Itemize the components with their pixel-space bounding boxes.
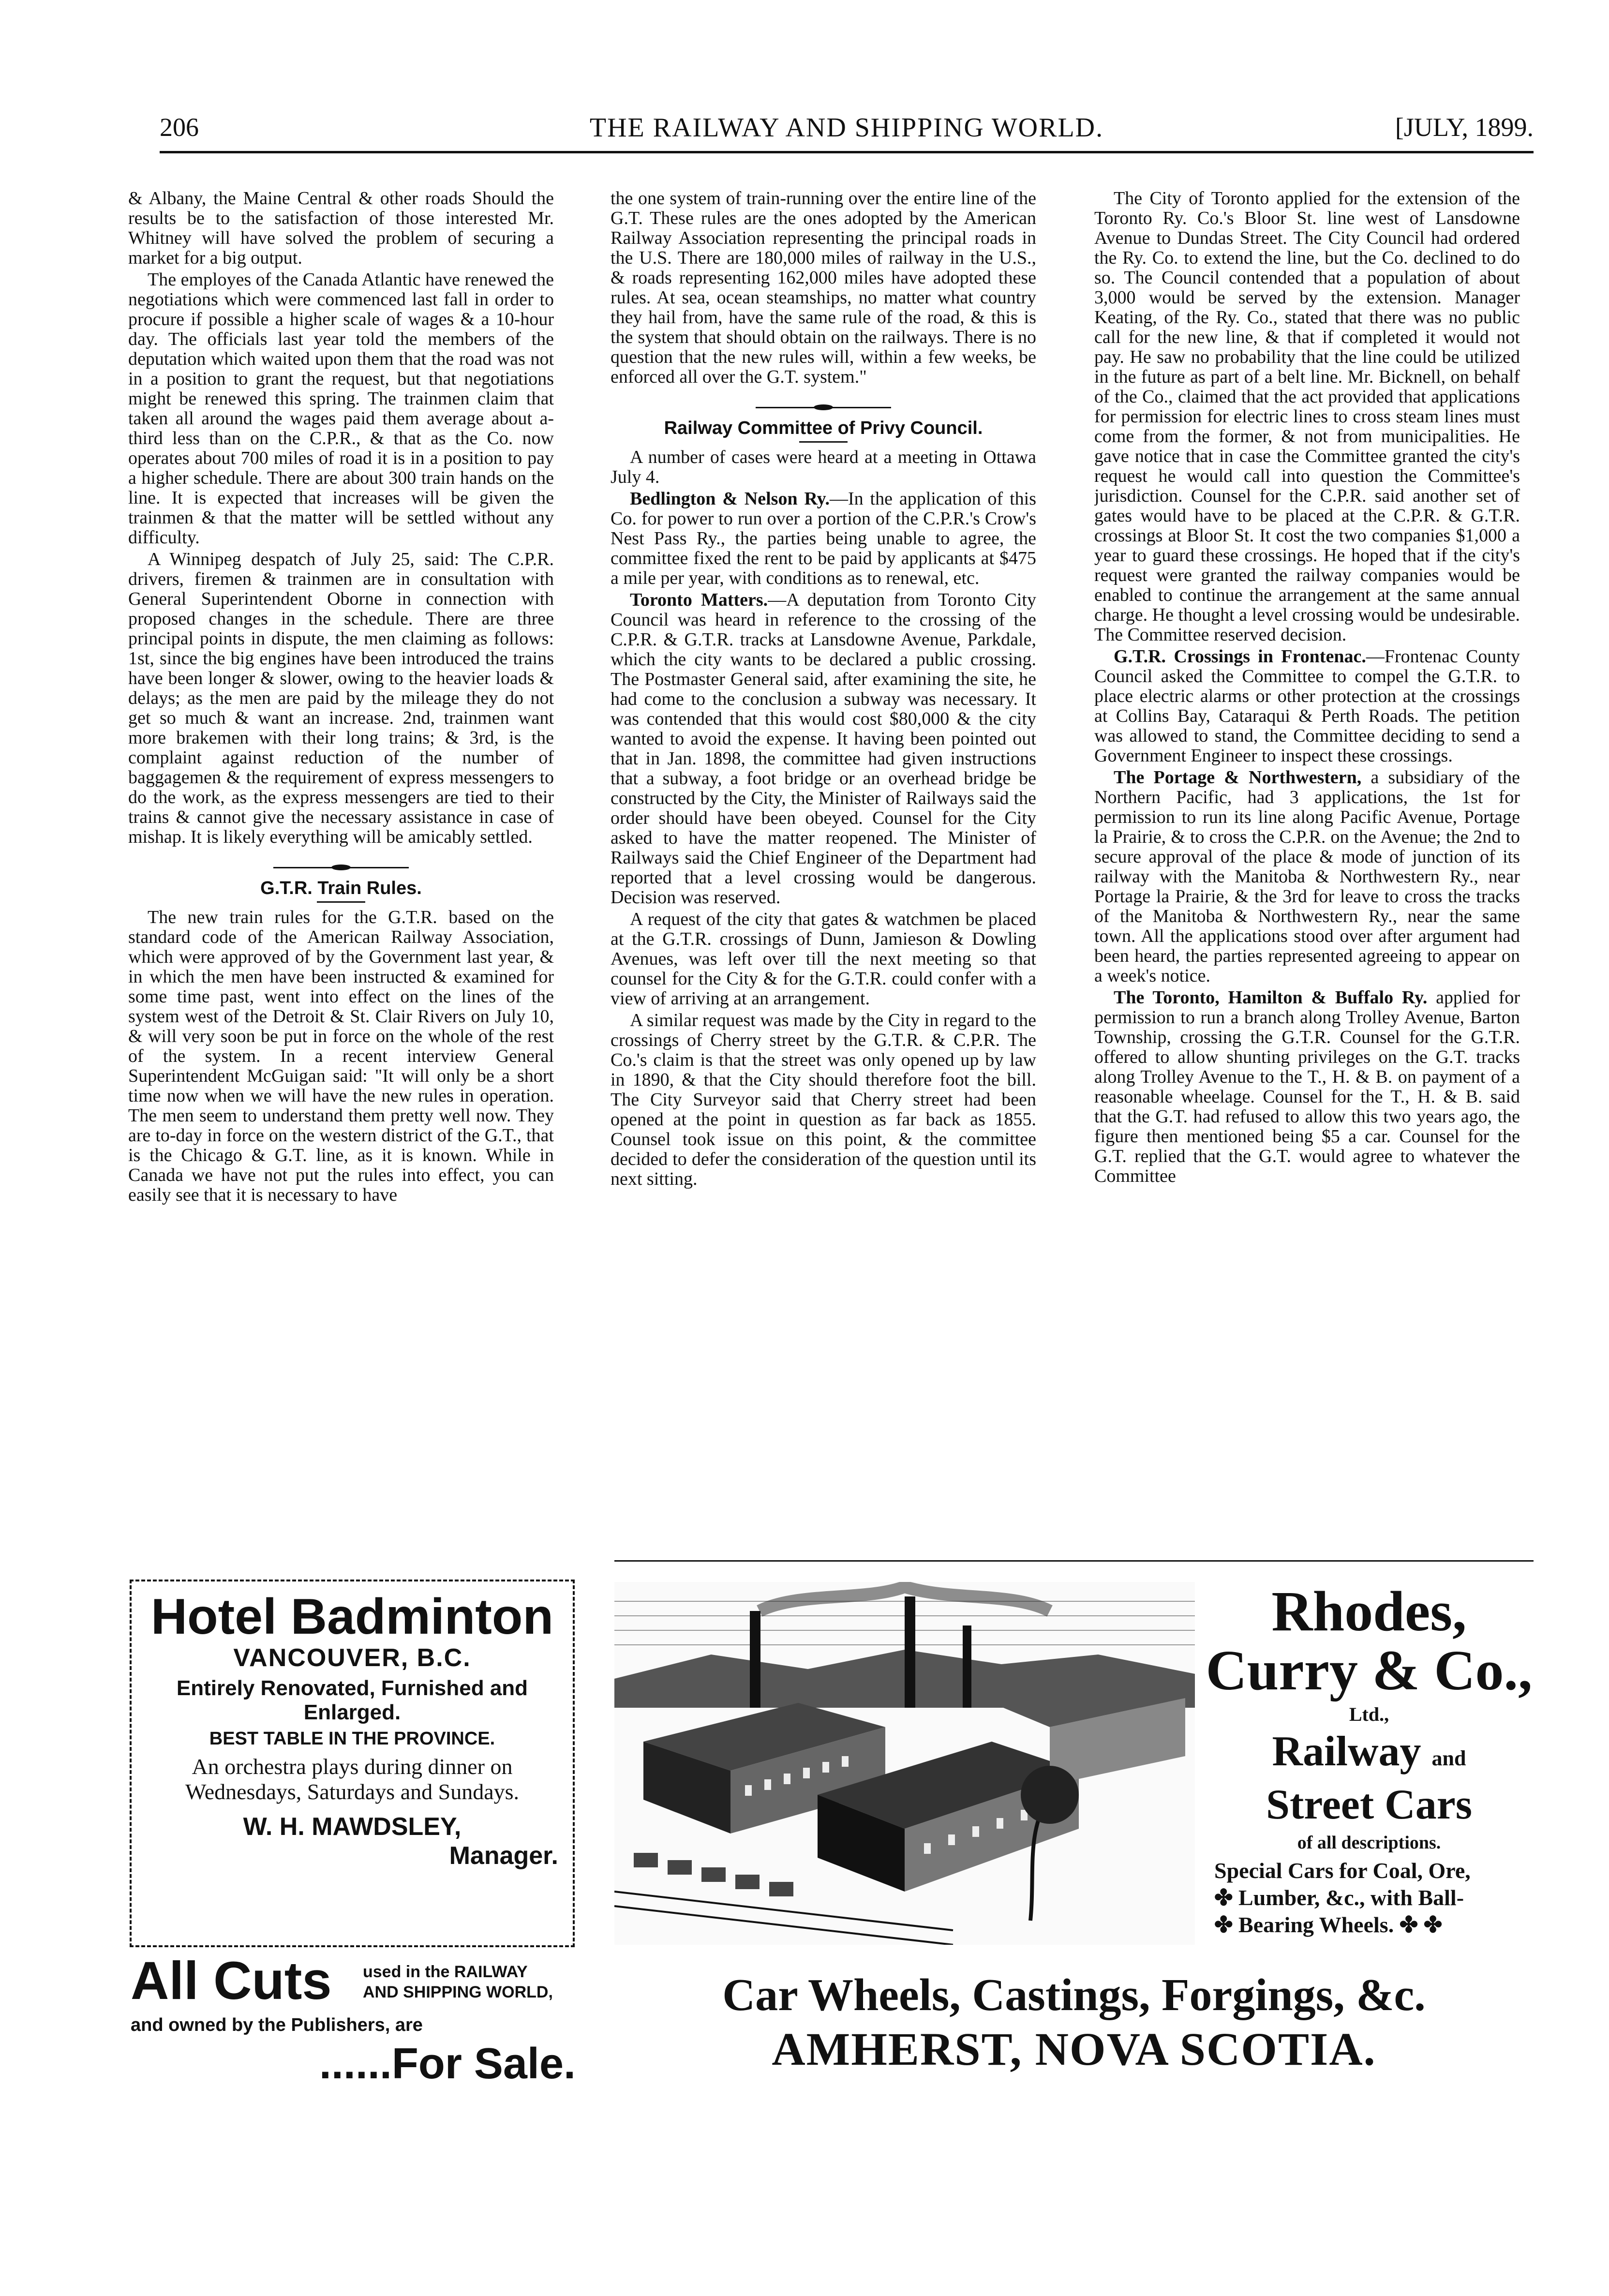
- heading-rule: [317, 901, 365, 903]
- heading-rule: [799, 441, 848, 443]
- paragraph-lead: Toronto Matters.: [630, 590, 768, 610]
- hotel-orchestra: An orchestra plays during dinner on Wednesdays, Saturdays and Sundays.: [185, 1754, 520, 1804]
- cuts-for-sale-ad: [131, 1951, 576, 2100]
- paragraph: the one system of train-running over the entire line of the G.T. These rules are the ones adopted by the American Railway Association representing the principal roads in the U.S. There are 180,000 miles of railway in the U.S., & roads representing 162,000 miles have adopted these rules. At sea, ocean steamships, no matter what country they hail from, have the same rule of the road, & this is the system that should obtain on the railways. There is no question that the new rules will, within a few weeks, be enforced all over the G.T. system.": [611, 189, 1036, 387]
- section-heading: Railway Committee of Privy Council.: [664, 418, 983, 438]
- cuts-line-1: used in the RAILWAY: [363, 1963, 528, 1981]
- paragraph-text: —A deputation from Toronto City Council was heard in reference to the crossing of the C.P.R. & G.T.R. tracks at Lansdowne Avenue, Parkdale, which the city wants to be declared a public crossing. The Postmaster General said, after examining the site, he had come to the conclusion a subway was necessary. It was contended that this would cost $80,000 & the city wanted to avoid the expense. It having been pointed out that in Jan. 1898, the committee had given instructions that a subway, a foot bridge or an overhead bridge be constructed by the City, the Minister of Railways said the order should have been obeyed. Counsel for the City asked to have the matter reopened. The Minister of Railways said the Chief Engineer of the Department had reported that a level crossing would be dangerous. Decision was reserved.: [611, 590, 1036, 908]
- special-line-2: ✤ Lumber, &c., with Ball-: [1214, 1885, 1464, 1910]
- page-header: [160, 112, 1534, 151]
- hotel-city: VANCOUVER, B.C.: [233, 1644, 471, 1672]
- company-name-line-2: Curry & Co.,: [1206, 1639, 1533, 1702]
- cuts-owned: and owned by the Publishers, are: [131, 2015, 423, 2035]
- section-divider: [611, 393, 1036, 413]
- company-address: AMHERST, NOVA SCOTIA.: [772, 2023, 1376, 2075]
- cuts-for-sale: ......For Sale.: [319, 2040, 576, 2088]
- paragraph-lead: Bedlington & Nelson Ry.: [630, 489, 830, 509]
- hotel-renovated: Entirely Renovated, Furnished and Enlarged.: [176, 1676, 528, 1724]
- company-ltd: Ltd.,: [1349, 1703, 1389, 1725]
- paragraph: [1094, 768, 1520, 986]
- products-line: Car Wheels, Castings, Forgings, &c.: [722, 1970, 1426, 2020]
- paragraph: The new train rules for the G.T.R. based on the standard code of the American Railway Association, which were approved of by the Government last year, & in which the men have been instructed & examined for some time past, went into effect on the lines of the system west of the Detroit & St. Clair Rivers on July 10, & will very soon be put in force on the whole of the rest of the system. In a recent interview General Superintendent McGuigan said: "It will only be a short time now when we will have the new rules in operation. The men seem to understand them pretty well now. They are to-day in force on the western district of the G.T., that is the Chicago & G.T. line, as it is known. While in Canada we have not put the rules into effect, you can easily see that it is necessary to have: [128, 907, 554, 1205]
- product-heading: [1205, 1729, 1534, 1828]
- paragraph-lead: The Toronto, Hamilton & Buffalo Ry.: [1114, 987, 1428, 1008]
- header-rule: [160, 151, 1534, 153]
- special-line-3: ✤ Bearing Wheels. ✤ ✤: [1214, 1912, 1443, 1937]
- product-and: and: [1431, 1746, 1466, 1770]
- company-name: [1205, 1582, 1534, 1700]
- paragraph-lead: The Portage & Northwestern,: [1114, 767, 1362, 788]
- rhodes-curry-ad: [1205, 1582, 1534, 1950]
- column-3: [1094, 189, 1520, 1548]
- factory-illustration: [614, 1582, 1195, 1945]
- paragraph: The employes of the Canada Atlantic have renewed the negotiations which were commenced last fall in order to procure if possible a higher scale of wages & a 10-hour day. The officials last year told the members of the deputation which waited upon them that the road was not in a position to grant the request, but that negotiations might be renewed this spring. The trainmen claim that taken all around the wages paid them average about a-third less than on the C.P.R., & that as the Co. now operates about 700 miles of road it is in a position to pay a higher schedule. There are about 300 train hands on the line. It is expected that increases will be given the trainmen & that the matter will be settled without any difficulty.: [128, 269, 554, 548]
- special-cars: [1205, 1857, 1534, 1938]
- product-line-2: Street Cars: [1266, 1781, 1472, 1828]
- ad-top-rule: [614, 1560, 1534, 1562]
- paragraph-text: applied for permission to run a branch along Trolley Avenue, Barton Township, crossing the G.T.R. Counsel for the G.T.R. offered to allow shunting privileges on the G.T. tracks along Trolley Avenue to the T., H. & B. on payment of a reasonable wheelage. Counsel for the T., H. & B. said that the G.T. had refused to allow this two years ago, the figure then mentioned being $5 a car. Counsel for the G.T. replied that the G.T. would agree to whatever the Committee: [1094, 987, 1520, 1186]
- cuts-subline: [363, 1962, 553, 2002]
- hotel-badminton-ad: [130, 1580, 575, 1947]
- paragraph: [611, 590, 1036, 908]
- page-number: 206: [160, 113, 199, 142]
- paragraph: The City of Toronto applied for the extension of the Toronto Ry. Co.'s Bloor St. line west of Lansdowne Avenue to Dundas Street. The City Council had ordered the Ry. Co. to extend the line, but the Co. declined to do so. The Council contended that a population of about 3,000 would be served by the extension. Manager Keating, of the Ry. Co., stated that there was no public call for the new line, & that if completed it would not pay. He saw no probability that the line could be utilized in the future as part of a belt line. Mr. Bicknell, on behalf of the Co., claimed that the act provided that applications for permission for electric lines to cross steam lines must come from the former, & not from municipalities. He gave notice that in case the Committee granted the city's request he would call into question the Committee's jurisdiction. Counsel for the C.P.R. said another set of gates would have to be placed at the C.P.R. & G.T.R. crossings at Bloor St. It cost the two companies $1,000 a year to guard these crossings. He hoped that if the city's request were granted the railway companies would be enabled to continue the arrangement at the same annual charge. He thought a level crossing would be undesirable. The Committee reserved decision.: [1094, 189, 1520, 645]
- product-description: of all descriptions.: [1297, 1833, 1441, 1853]
- hotel-name: Hotel Badminton: [151, 1589, 553, 1645]
- paragraph: A Winnipeg despatch of July 25, said: The C.P.R. drivers, firemen & trainmen are in consultation with General Superintendent Oborne in connection with proposed changes in the schedule. There are three principal points in dispute, the men claiming as follows: 1st, since the big engines have been introduced the trains have been longer & slower, owing to the heavier loads & delays; as the men are paid by the mileage they do not get so much & want an increase. 2nd, trainmen want more brakemen with their long trains; & 3rd, is the complaint against reduction of the number of baggagemen & the requirement of express messengers to do the work, as the express messengers are tied to their trains & cannot give the necessary assistance in case of mishap. It is likely everything will be amicably settled.: [128, 549, 554, 847]
- cuts-line-2: AND SHIPPING WORLD,: [363, 1983, 553, 2001]
- paragraph-text: a subsidiary of the Northern Pacific, had 3 applications, the 1st for permission to run its line along Pacific Avenue, Portage la Prairie, & to cross the C.P.R. on the Avenue; the 2nd to secure approval of the place & mode of junction of its railway with the Manitoba & Northwestern Ry., near Portage la Prairie, & the 3rd for leave to cross the tracks of the Manitoba & Northwestern Ry., near the same town. All the applications stood over after argument had been heard, the parties represented agreeing to appear on a week's notice.: [1094, 767, 1520, 986]
- paragraph: [1094, 647, 1520, 766]
- paragraph: A similar request was made by the City in regard to the crossings of Cherry street by the G.T.R. & C.P.R. The Co.'s claim is that the street was only opened up by law in 1890, & that the City should therefore foot the bill. The City Surveyor said that Cherry street had been opened at the point in question as far back as 1855. Counsel took issue on this point, & the committee decided to defer the consideration of the question until its next sitting.: [611, 1010, 1036, 1189]
- section-heading: G.T.R. Train Rules.: [260, 878, 422, 898]
- paragraph: [1094, 988, 1520, 1186]
- column-1: [128, 189, 554, 1548]
- cuts-headline: All Cuts: [131, 1951, 332, 2011]
- section-divider: [128, 853, 554, 873]
- hotel-best-table: BEST TABLE IN THE PROVINCE.: [209, 1729, 495, 1749]
- paragraph: A request of the city that gates & watchmen be placed at the G.T.R. crossings of Dunn, Jamieson & Dowling Avenues, was left over till the next meeting so that counsel for the City & for the G.T.R. could confer with a view of arriving at an arrangement.: [611, 909, 1036, 1009]
- paragraph: & Albany, the Maine Central & other roads Should the results be to the satisfaction of those interested Mr. Whitney will have solved the problem of securing a market for a big output.: [128, 189, 554, 268]
- page-title: THE RAILWAY AND SHIPPING WORLD.: [589, 113, 1104, 143]
- paragraph-text: —In the application of this Co. for power to run over a portion of the C.P.R.'s Crow's Nest Pass Ry., the parties being unable to agree, the committee fixed the rent to be paid by applicants at $475 a mile per year, with conditions as to renewal, etc.: [611, 489, 1036, 588]
- hotel-manager-title: Manager.: [449, 1842, 558, 1870]
- paragraph: A number of cases were heard at a meeting in Ottawa July 4.: [611, 447, 1036, 487]
- special-line-1: Special Cars for Coal, Ore,: [1214, 1858, 1471, 1883]
- column-2: [611, 189, 1036, 1548]
- paragraph: [611, 489, 1036, 588]
- hotel-manager-name: W. H. MAWDSLEY,: [243, 1813, 462, 1841]
- product-line-1: Railway and: [1272, 1728, 1466, 1775]
- company-name-line-1: Rhodes,: [1271, 1580, 1467, 1643]
- page-date: [JULY, 1899.: [1395, 113, 1534, 142]
- paragraph-text: —Frontenac County Council asked the Committee to compel the G.T.R. to place electric alarms or other protection at the crossings at Collins Bay, Cataraqui & Perth Roads. The petition was allowed to stand, the Committee deciding to send a Government Engineer to inspect these crossings.: [1094, 646, 1520, 766]
- paragraph-lead: G.T.R. Crossings in Frontenac.: [1114, 646, 1366, 667]
